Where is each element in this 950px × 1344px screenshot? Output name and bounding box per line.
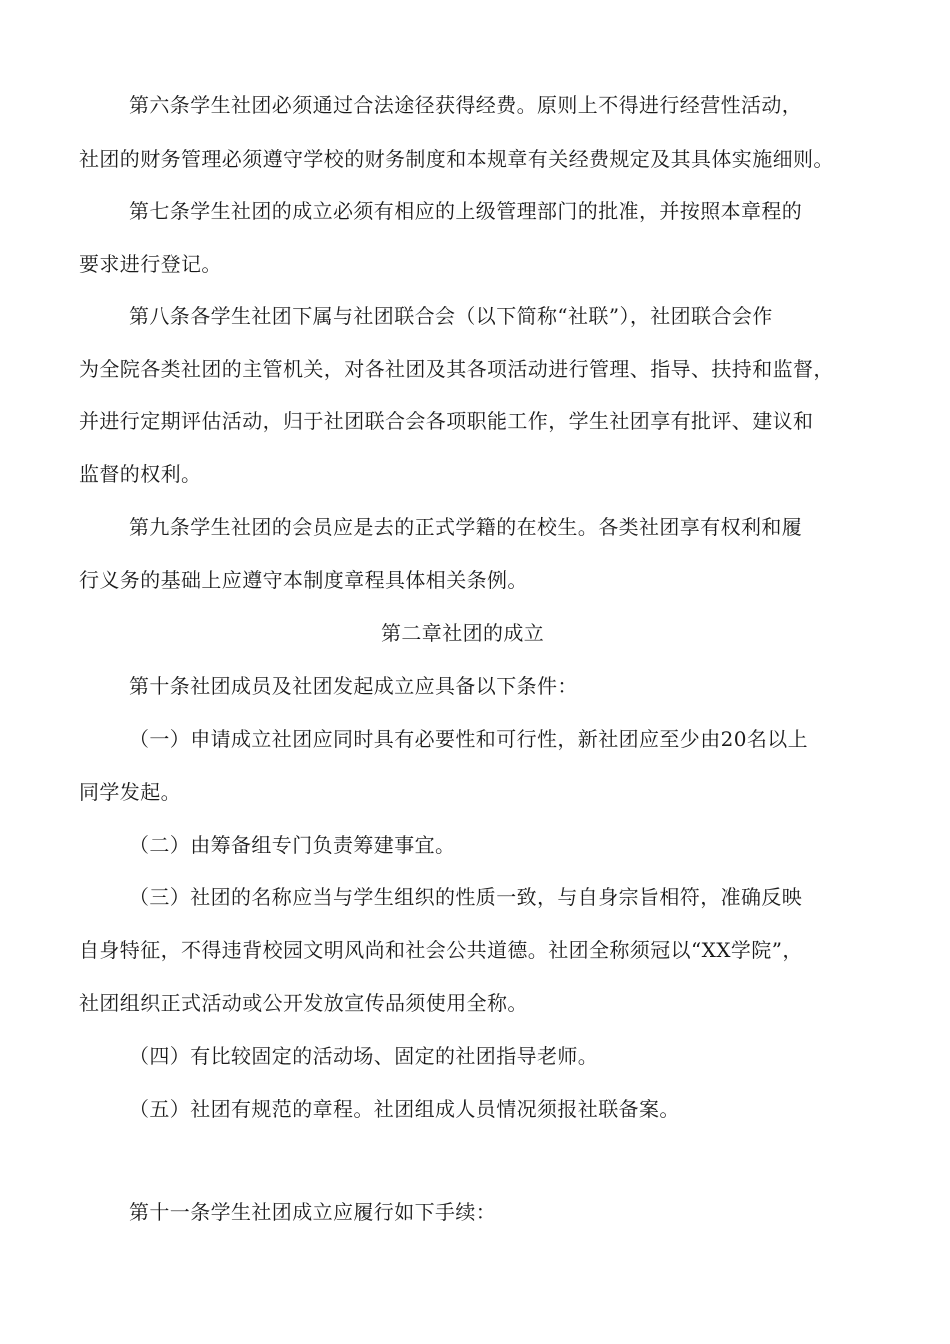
text-line: 第七条学生社团的成立必须有相应的上级管理部门的批准，并按照本章程的 [129,199,803,223]
text-line: 第十一条学生社团成立应履行如下手续： [129,1200,497,1224]
text-line: （一）申请成立社团应同时具有必要性和可行性，新社团应至少由20名以上 [129,727,809,751]
text-line: 社团组织正式活动或公开发放宣传品须使用全称。 [79,991,528,1015]
text-line: 监督的权利。 [79,462,202,486]
text-line: 要求进行登记。 [79,252,222,276]
text-line: 自身特征，不得违背校园文明风尚和社会公共道德。社团全称须冠以“XX学院”， [79,938,803,962]
text-line: 并进行定期评估活动，归于社团联合会各项职能工作，学生社团享有批评、建议和 [79,409,814,433]
text-line: 第八条各学生社团下属与社团联合会（以下简称“社联”），社团联合会作 [129,304,773,328]
text-line: （三）社团的名称应当与学生组织的性质一致，与自身宗旨相符，准确反映 [129,885,803,909]
text-line: （二）由筹备组专门负责筹建事宜。 [129,833,456,857]
text-line: 第九条学生社团的会员应是去的正式学籍的在校生。各类社团享有权利和履 [129,515,803,539]
text-line: 社团的财务管理必须遵守学校的财务制度和本规章有关经费规定及其具体实施细则。 [79,147,834,171]
text-line: （四）有比较固定的活动场、固定的社团指导老师。 [129,1044,599,1068]
text-line: 同学发起。 [79,780,181,804]
text-line: 第十条社团成员及社团发起成立应具备以下条件： [129,674,578,698]
text-line: （五）社团有规范的章程。社团组成人员情况须报社联备案。 [129,1097,680,1121]
text-line: 为全院各类社团的主管机关，对各社团及其各项活动进行管理、指导、扶持和监督， [79,357,834,381]
text-line: 行义务的基础上应遵守本制度章程具体相关条例。 [79,568,528,592]
chapter-heading: 第二章社团的成立 [381,621,545,645]
text-line: 第六条学生社团必须通过合法途径获得经费。原则上不得进行经营性活动， [129,93,803,117]
